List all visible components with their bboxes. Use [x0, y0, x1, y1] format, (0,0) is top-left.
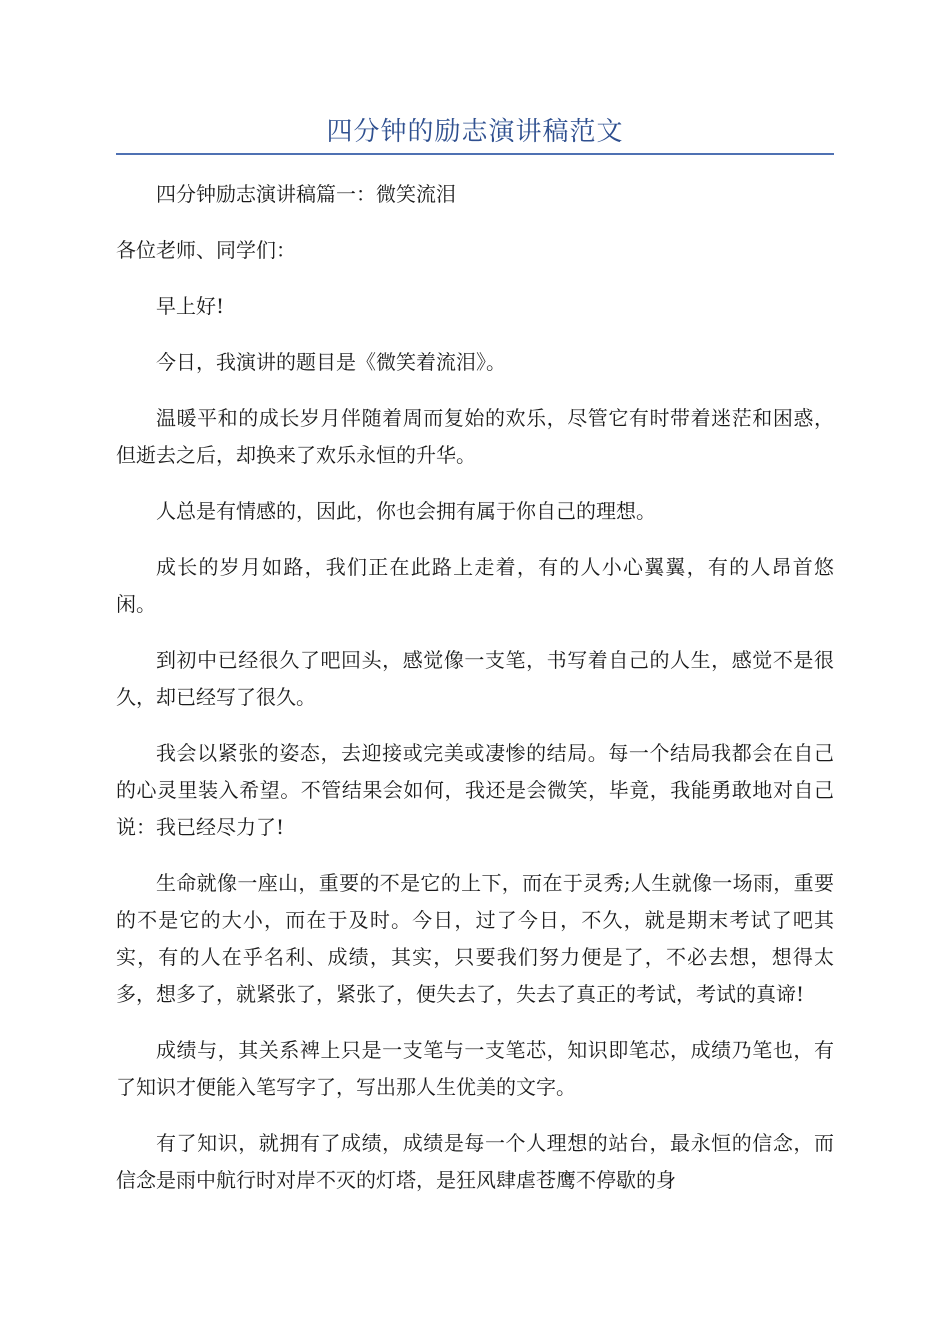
paragraph-12: 有了知识，就拥有了成绩，成绩是每一个人理想的站台，最永恒的信念，而信念是雨中航行时对岸不灭的灯塔，是狂风肆虐苍鹰不停歇的身	[116, 1131, 834, 1192]
paragraph-1: 四分钟励志演讲稿篇一：微笑流泪	[156, 182, 456, 206]
paragraph-5: 温暖平和的成长岁月伴随着周而复始的欢乐，尽管它有时带着迷茫和困惑，但逝去之后，却换来了欢乐永恒的升华。	[116, 406, 834, 467]
paragraph-9: 我会以紧张的姿态，去迎接或完美或凄惨的结局。每一个结局我都会在自己的心灵里装入希望。不管结果会如何，我还是会微笑，毕竟，我能勇敢地对自己说：我已经尽力了!	[116, 741, 834, 839]
document-title: 四分钟的励志演讲稿范文	[326, 117, 624, 147]
paragraph-6: 人总是有情感的，因此，你也会拥有属于你自己的理想。	[156, 499, 656, 523]
paragraph-11: 成绩与，其关系裨上只是一支笔与一支笔芯，知识即笔芯，成绩乃笔也，有了知识才便能入笔写字了，写出那人生优美的文字。	[116, 1038, 834, 1099]
paragraph-4: 今日，我演讲的题目是《微笑着流泪》。	[156, 350, 506, 374]
title-underline	[116, 153, 834, 155]
document-body	[116, 176, 834, 1218]
paragraph-8: 到初中已经很久了吧回头，感觉像一支笔，书写着自己的人生，感觉不是很久，却已经写了很久。	[116, 648, 834, 709]
paragraph-7: 成长的岁月如路，我们正在此路上走着，有的人小心翼翼，有的人昂首悠闲。	[116, 555, 834, 616]
paragraph-3: 早上好!	[156, 294, 225, 318]
paragraph-2: 各位老师、同学们：	[116, 238, 296, 262]
paragraph-10: 生命就像一座山，重要的不是它的上下，而在于灵秀;人生就像一场雨，重要的不是它的大小，而在于及时。今日，过了今日，不久，就是期末考试了吧其实，有的人在乎名利、成绩，其实，只要我们努力便是了，不必去想，想得太多，想多了，就紧张了，紧张了，便失去了，失去了真正的考试，考试的真谛!	[116, 871, 834, 1006]
